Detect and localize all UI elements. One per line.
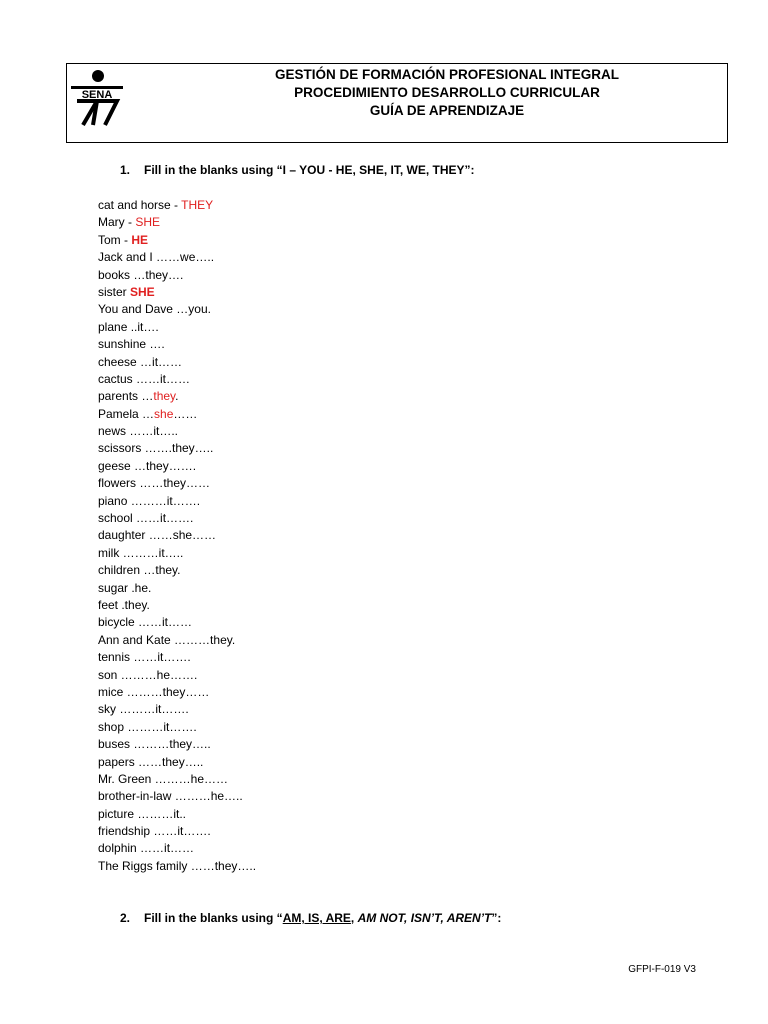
list-item xyxy=(98,823,256,840)
item-text: cheese …it…… xyxy=(98,354,183,369)
item-text: Jack and I ……we….. xyxy=(98,250,215,265)
question-2-number: 2. xyxy=(120,911,131,925)
list-item xyxy=(98,614,256,631)
item-text: children …they. xyxy=(98,563,181,578)
item-text: daughter ……she…… xyxy=(98,528,217,543)
item-text: dolphin ……it…… xyxy=(98,841,195,856)
question-1-text: Fill in the blanks using “I – YOU - HE, SHE, IT, WE, THEY”: xyxy=(144,163,475,177)
list-item xyxy=(98,232,256,249)
header-title-2: PROCEDIMIENTO DESARROLLO CURRICULAR xyxy=(294,85,600,100)
item-text: Tom - xyxy=(98,232,132,247)
question-1-title xyxy=(120,163,475,177)
list-item xyxy=(98,580,256,597)
exercise-list xyxy=(98,197,256,875)
list-item xyxy=(98,371,256,388)
item-text: parents … xyxy=(98,389,154,404)
item-text: tennis ……it……. xyxy=(98,650,191,665)
item-text: piano ………it……. xyxy=(98,493,201,508)
list-item xyxy=(98,267,256,284)
item-text: milk ………it….. xyxy=(98,545,184,560)
item-text: geese …they……. xyxy=(98,458,197,473)
list-item xyxy=(98,632,256,649)
item-text: cactus ……it…… xyxy=(98,371,191,386)
item-text: friendship ……it……. xyxy=(98,824,211,839)
list-item xyxy=(98,388,256,405)
list-item xyxy=(98,493,256,510)
item-text: sunshine …. xyxy=(98,337,165,352)
list-item xyxy=(98,336,256,353)
list-item xyxy=(98,510,256,527)
item-text: buses ………they….. xyxy=(98,737,211,752)
item-text: feet .they. xyxy=(98,597,150,612)
item-text: books …they…. xyxy=(98,267,184,282)
list-item xyxy=(98,475,256,492)
item-text: shop ………it……. xyxy=(98,719,197,734)
item-suffix: . xyxy=(175,389,179,404)
list-item xyxy=(98,597,256,614)
document-code: GFPI-F-019 V3 xyxy=(628,964,696,975)
item-answer: she xyxy=(154,406,174,421)
list-item xyxy=(98,354,256,371)
list-item xyxy=(98,440,256,457)
list-item xyxy=(98,840,256,857)
list-item xyxy=(98,406,256,423)
item-text: The Riggs family ……they….. xyxy=(98,858,257,873)
item-text: son ………he……. xyxy=(98,667,198,682)
item-text: sugar .he. xyxy=(98,580,152,595)
item-text: mice ………they…… xyxy=(98,684,210,699)
item-text: bicycle ……it…… xyxy=(98,615,193,630)
logo-text: SENA xyxy=(81,89,113,101)
question-1-number: 1. xyxy=(120,163,131,177)
header-title-3: GUÍA DE APRENDIZAJE xyxy=(369,103,525,118)
item-text: plane ..it…. xyxy=(98,319,159,334)
item-text: Ann and Kate ………they. xyxy=(98,632,236,647)
list-item xyxy=(98,423,256,440)
item-text: Mr. Green ………he…… xyxy=(98,771,229,786)
item-text: cat and horse - xyxy=(98,198,182,212)
item-text: You and Dave …you. xyxy=(98,302,211,317)
item-answer: they xyxy=(153,389,176,404)
list-item xyxy=(98,249,256,266)
question-2-title xyxy=(120,911,501,925)
sena-logo-icon xyxy=(69,67,125,127)
item-answer: SHE xyxy=(130,284,155,299)
list-item xyxy=(98,301,256,318)
list-item xyxy=(98,562,256,579)
list-item xyxy=(98,788,256,805)
question-2-underlined: AM, IS, ARE xyxy=(282,911,351,925)
item-text: flowers ……they…… xyxy=(98,476,211,491)
list-item xyxy=(98,667,256,684)
item-text: papers ……they….. xyxy=(98,754,204,769)
list-item xyxy=(98,214,256,231)
item-answer: HE xyxy=(131,232,149,247)
list-item xyxy=(98,736,256,753)
question-2-comma: , xyxy=(350,911,358,925)
item-text: brother-in-law ………he….. xyxy=(98,789,243,804)
list-item xyxy=(98,649,256,666)
item-text: scissors …….they….. xyxy=(98,441,214,456)
list-item xyxy=(98,545,256,562)
document-header xyxy=(66,63,728,143)
list-item xyxy=(98,858,256,875)
list-item xyxy=(98,701,256,718)
list-item xyxy=(98,719,256,736)
list-item xyxy=(98,684,256,701)
item-text: Mary - xyxy=(98,215,136,230)
list-item xyxy=(98,754,256,771)
item-text: school ……it……. xyxy=(98,511,194,526)
item-text: picture ………it.. xyxy=(98,806,187,821)
item-text: sister xyxy=(98,284,131,299)
list-item xyxy=(98,284,256,301)
header-title-1: GESTIÓN DE FORMACIÓN PROFESIONAL INTEGRAL xyxy=(274,67,619,82)
list-item xyxy=(98,771,256,788)
item-text: news ……it….. xyxy=(98,424,179,439)
question-2-end: ”: xyxy=(491,911,502,925)
question-2-lead: Fill in the blanks using “ xyxy=(144,911,283,925)
item-answer: THEY xyxy=(181,198,214,212)
question-2-italic: AM NOT, ISN’T, AREN’T xyxy=(357,911,492,925)
list-item xyxy=(98,319,256,336)
list-item xyxy=(98,527,256,544)
list-item xyxy=(98,806,256,823)
item-text: Pamela … xyxy=(98,406,155,421)
item-suffix: …… xyxy=(173,406,198,421)
list-item xyxy=(98,197,256,214)
item-text: sky ………it……. xyxy=(98,702,189,717)
item-answer: SHE xyxy=(135,215,161,230)
list-item xyxy=(98,458,256,475)
